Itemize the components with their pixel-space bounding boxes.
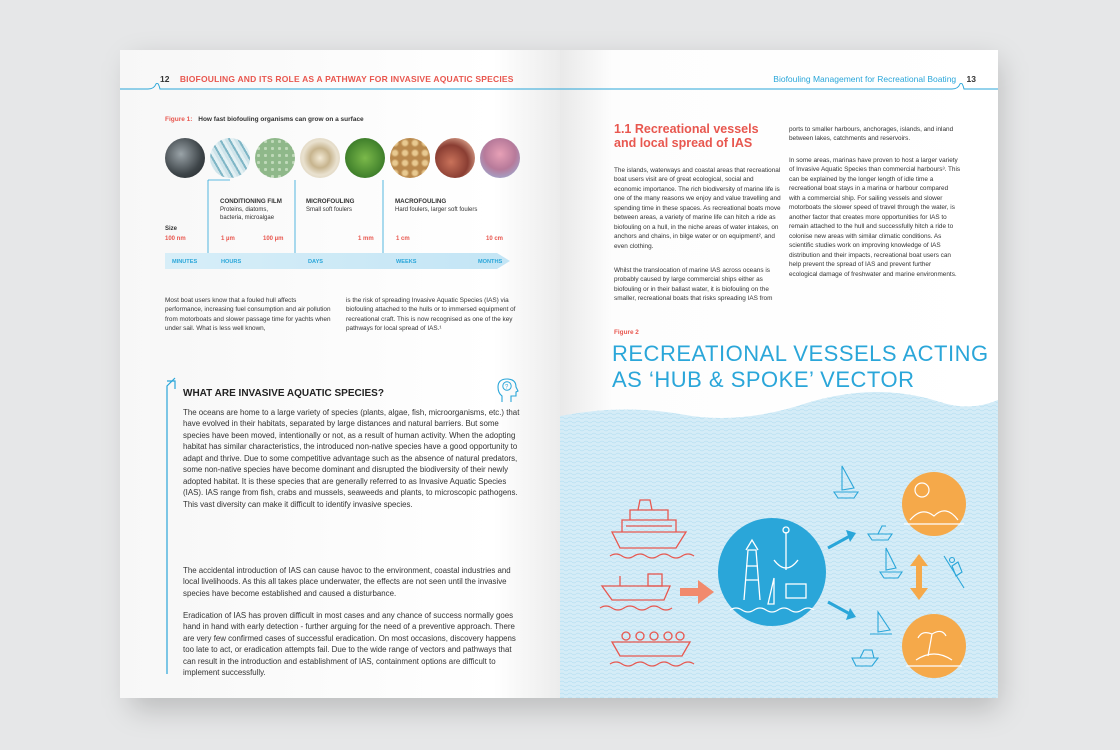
size-value: 1 cm bbox=[396, 236, 410, 242]
body-col2-p1: ports to smaller harbours, anchorages, islands, and inland between lakes, catchments and reservoirs. bbox=[789, 126, 954, 143]
stage-desc: Hard foulers, larger soft foulers bbox=[395, 207, 478, 214]
organism-photo-hydroids bbox=[480, 138, 520, 178]
header-rule bbox=[120, 83, 560, 97]
figure2-label: Figure 2 bbox=[614, 329, 639, 336]
size-value: 100 µm bbox=[263, 236, 284, 242]
organism-photo-diatoms bbox=[210, 138, 250, 178]
marina-hub-icon bbox=[718, 518, 826, 626]
body-col2-p2: In some areas, marinas have proven to host a larger variety of Invasive Aquatic Species than commercial harbours³. This can be explained by the longer length of idle time a recreational boat stays in a marina or harbour compared with a commercial ship. For sailing vessels and slower motorboats the slower speed of travel through the water, is another factor that creates more opportunities for IAS to remain attached to the hull and successfully hitch a ride to colonise new areas with similar climatic conditions. As scientific studies work on improving knowledge of IAS distribution and their impacts, recreational boat users can help prevent the spread of IAS and prevent further ecological damage of freshwater and marine environments. bbox=[789, 157, 961, 278]
svg-text:?: ? bbox=[505, 384, 509, 391]
size-value: 1 mm bbox=[358, 236, 374, 242]
time-label: MONTHS bbox=[478, 259, 503, 265]
section-title-line1: 1.1 Recreational vessels bbox=[614, 122, 759, 136]
figure1-caption bbox=[165, 116, 364, 123]
stage-desc2: bacteria, microalgae bbox=[220, 215, 275, 222]
size-value: 10 cm bbox=[486, 236, 504, 242]
size-value: 100 nm bbox=[165, 236, 186, 242]
time-label: MINUTES bbox=[172, 259, 198, 265]
body-col1-p2: Whilst the translocation of marine IAS across oceans is probably caused by large commercial ships either as biofouling or in their ballast water, it is biofouling on the smaller, recreational boats that risks spreading IAS from bbox=[614, 267, 773, 303]
stage-title: MICROFOULING bbox=[306, 198, 355, 205]
info-box-paragraph-2: The accidental introduction of IAS can cause havoc to the environment, coastal industries and local livelihoods. As this all takes place underwater, the effects are not seen until the invasive species have become established and caused a disturbance. bbox=[183, 566, 511, 598]
body-col1-p1: The islands, waterways and coastal areas that recreational boat users visit are of great ecological, social and economic importance. The rich biodiversity of marine life is one of the many reasons we enjoy and value travelling and spending time in these spaces. As recreational boats move between areas, a variety of marine life can hitch a ride as biofouling on a hull, in the niche areas of water intakes, on anchors and chains, in bilge water or on equipment², and even clothing. bbox=[614, 167, 781, 250]
info-box-paragraph-1: The oceans are home to a large variety of species (plants, algae, fish, microorganisms, etc.) that have evolved in their habitats, separated by large distances and natural barriers. But some species have been moved, intentionally or not, as a result of human activity. When the adopting habitat has similar characteristics, the introduced non-native species have a good opportunity to adapt and thrive. Due to some competitive advantage such as the absence of natural predators, some non-native species have become dominant and disrupted the biodiversity of their newly adopted habitat. It is these species that are generally referred to as Invasive Aquatic Species (IAS). IAS range from fish, crabs and mussels, seaweeds and plants, to microscopic pathogens. This vast diversity can make it difficult to identify invasive species. bbox=[183, 408, 520, 509]
right-page bbox=[560, 50, 998, 698]
figure1-text: How fast biofouling organisms can grow on a surface bbox=[198, 116, 364, 123]
page-number: 13 bbox=[966, 74, 976, 84]
island-icon bbox=[902, 472, 966, 536]
figure1-label: Figure 1: bbox=[165, 116, 193, 123]
intro-column-1: Most boat users know that a fouled hull affects performance, increasing fuel consumption and air pollution from motorboats and slower passage time for yachts when under sail. What is less well known, bbox=[165, 297, 331, 333]
left-page bbox=[120, 50, 560, 698]
intro-column-2: is the risk of spreading Invasive Aquatic Species (IAS) via biofouling attached to the hulls or to immersed equipment of recreational craft. This is now recognised as one of the key pathways for local spread of IAS.¹ bbox=[346, 297, 516, 333]
size-value: 1 µm bbox=[221, 236, 235, 242]
organism-photo-mussels bbox=[435, 138, 475, 178]
info-box-paragraph-3: Eradication of IAS has proven difficult in most cases and any chance of success normally goes hand in hand with early detection - further arguing for the need of a preventive approach. There are very few confirmed cases of successful eradication. On most occasions, discovery happens too late to act, or eradication attempts fail. Due to the wide range of vectors and pathways that can result in the introduction and establishment of IAS, containment options are difficult to implement successfully. bbox=[183, 611, 516, 678]
section-title-line2: and local spread of IAS bbox=[614, 136, 753, 151]
time-label: DAYS bbox=[308, 259, 324, 265]
stage-microfouling bbox=[306, 198, 354, 214]
size-label: Size bbox=[165, 226, 178, 232]
header-rule bbox=[560, 83, 998, 97]
time-scale-bar bbox=[165, 253, 510, 269]
running-title: BIOFOULING AND ITS ROLE AS A PATHWAY FOR INVASIVE AQUATIC SPECIES bbox=[179, 74, 514, 84]
section-title bbox=[614, 122, 759, 151]
organism-photo-microalgae bbox=[255, 138, 295, 178]
stage-desc: Proteins, diatoms, bbox=[220, 207, 269, 214]
stage-title: CONDITIONING FILM bbox=[220, 198, 282, 205]
organism-photo-larva bbox=[300, 138, 340, 178]
time-label: HOURS bbox=[221, 259, 242, 265]
organism-photo-algae bbox=[345, 138, 385, 178]
running-title: Biofouling Management for Recreational Boating bbox=[773, 74, 957, 84]
head-question-icon bbox=[496, 376, 520, 404]
page-number: 12 bbox=[160, 74, 170, 84]
stage-desc: Small soft foulers bbox=[306, 207, 353, 214]
info-box-title: WHAT ARE INVASIVE AQUATIC SPECIES? bbox=[183, 388, 384, 399]
figure2-title-line2: AS ‘HUB & SPOKE’ VECTOR bbox=[612, 366, 915, 392]
stage-macrofouling bbox=[395, 198, 477, 214]
stage-conditioning-film bbox=[220, 198, 282, 223]
organism-photo-barnacles bbox=[390, 138, 430, 178]
hub-spoke-infographic bbox=[560, 380, 998, 698]
stage-title: MACROFOULING bbox=[395, 198, 447, 205]
organism-photo-bacteria bbox=[165, 138, 205, 178]
time-label: WEEKS bbox=[396, 259, 417, 265]
island-icon bbox=[902, 614, 966, 678]
figure2-title-line1: RECREATIONAL VESSELS ACTING bbox=[612, 341, 989, 366]
